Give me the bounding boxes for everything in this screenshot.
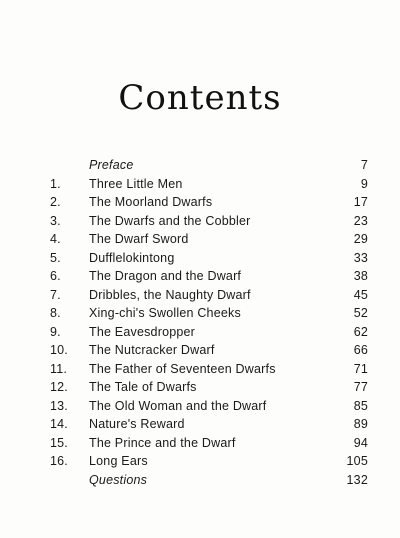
toc-page-number: 77 bbox=[353, 380, 368, 394]
toc-row bbox=[0, 434, 400, 453]
toc-page-number: 94 bbox=[353, 435, 368, 450]
toc-number: 4. bbox=[50, 232, 61, 246]
toc-number: 11. bbox=[50, 361, 68, 376]
toc-page-number: 7 bbox=[360, 158, 368, 172]
toc-number: 3. bbox=[50, 213, 61, 228]
toc-number: 16. bbox=[50, 454, 68, 468]
toc-title: The Dragon and the Dwarf bbox=[89, 269, 242, 283]
toc-number: 14. bbox=[50, 417, 68, 431]
toc-number: 10. bbox=[50, 343, 68, 357]
toc-page-number: 132 bbox=[346, 472, 368, 487]
toc-title: Preface bbox=[89, 158, 134, 172]
toc-row bbox=[0, 286, 400, 305]
toc-page-number: 9 bbox=[360, 176, 368, 191]
toc-row bbox=[0, 471, 400, 490]
toc-page-number: 71 bbox=[353, 361, 368, 376]
toc-page-number: 29 bbox=[353, 232, 368, 246]
toc-title: Long Ears bbox=[89, 454, 148, 468]
toc-page-number: 23 bbox=[353, 213, 368, 228]
toc-number: 5. bbox=[50, 250, 61, 265]
toc-title: Dufflelokintong bbox=[89, 250, 175, 265]
toc-number: 12. bbox=[50, 380, 68, 394]
toc-page-number: 45 bbox=[353, 287, 368, 302]
toc-title: Questions bbox=[89, 472, 148, 487]
toc-number: 8. bbox=[50, 306, 61, 320]
toc-title: The Prince and the Dwarf bbox=[89, 435, 236, 450]
toc-number: 13. bbox=[50, 398, 68, 413]
toc-row bbox=[0, 323, 400, 342]
page-title: Contents bbox=[118, 78, 282, 118]
toc-page-number: 105 bbox=[346, 454, 368, 468]
toc-row bbox=[0, 230, 400, 249]
toc-row bbox=[0, 341, 400, 360]
toc-page-number: 62 bbox=[353, 324, 368, 339]
toc-row bbox=[0, 175, 400, 194]
toc-row bbox=[0, 397, 400, 416]
toc-page-number: 38 bbox=[353, 269, 368, 283]
toc-page-number: 52 bbox=[353, 306, 368, 320]
toc-title: The Old Woman and the Dwarf bbox=[89, 398, 267, 413]
toc-title: The Tale of Dwarfs bbox=[89, 380, 197, 394]
toc-title: Dribbles, the Naughty Dwarf bbox=[89, 287, 251, 302]
toc-row bbox=[0, 304, 400, 323]
toc-row bbox=[0, 360, 400, 379]
toc-row bbox=[0, 249, 400, 268]
toc-row bbox=[0, 212, 400, 231]
toc-page-number: 33 bbox=[353, 250, 368, 265]
toc-number: 1. bbox=[50, 176, 61, 191]
toc-page-number: 89 bbox=[353, 417, 368, 431]
toc-title: Xing-chi's Swollen Cheeks bbox=[89, 306, 241, 320]
toc-row bbox=[0, 156, 400, 175]
toc-title: The Moorland Dwarfs bbox=[89, 195, 213, 209]
toc-title: The Dwarfs and the Cobbler bbox=[89, 213, 251, 228]
toc-title: Nature's Reward bbox=[89, 417, 185, 431]
toc-number: 9. bbox=[50, 324, 61, 339]
toc-page-number: 17 bbox=[353, 195, 368, 209]
toc-title: Three Little Men bbox=[89, 176, 183, 191]
toc-number: 2. bbox=[50, 195, 61, 209]
toc-title: The Eavesdropper bbox=[89, 324, 196, 339]
toc-title: The Nutcracker Dwarf bbox=[89, 343, 215, 357]
toc-row bbox=[0, 452, 400, 471]
toc-page-number: 66 bbox=[353, 343, 368, 357]
toc-row bbox=[0, 378, 400, 397]
table-of-contents bbox=[0, 156, 400, 489]
toc-number: 6. bbox=[50, 269, 61, 283]
toc-number: 7. bbox=[50, 287, 61, 302]
toc-row bbox=[0, 193, 400, 212]
toc-row bbox=[0, 267, 400, 286]
toc-title: The Father of Seventeen Dwarfs bbox=[89, 361, 276, 376]
toc-row bbox=[0, 415, 400, 434]
toc-number: 15. bbox=[50, 435, 68, 450]
toc-page-number: 85 bbox=[353, 398, 368, 413]
toc-title: The Dwarf Sword bbox=[89, 232, 189, 246]
